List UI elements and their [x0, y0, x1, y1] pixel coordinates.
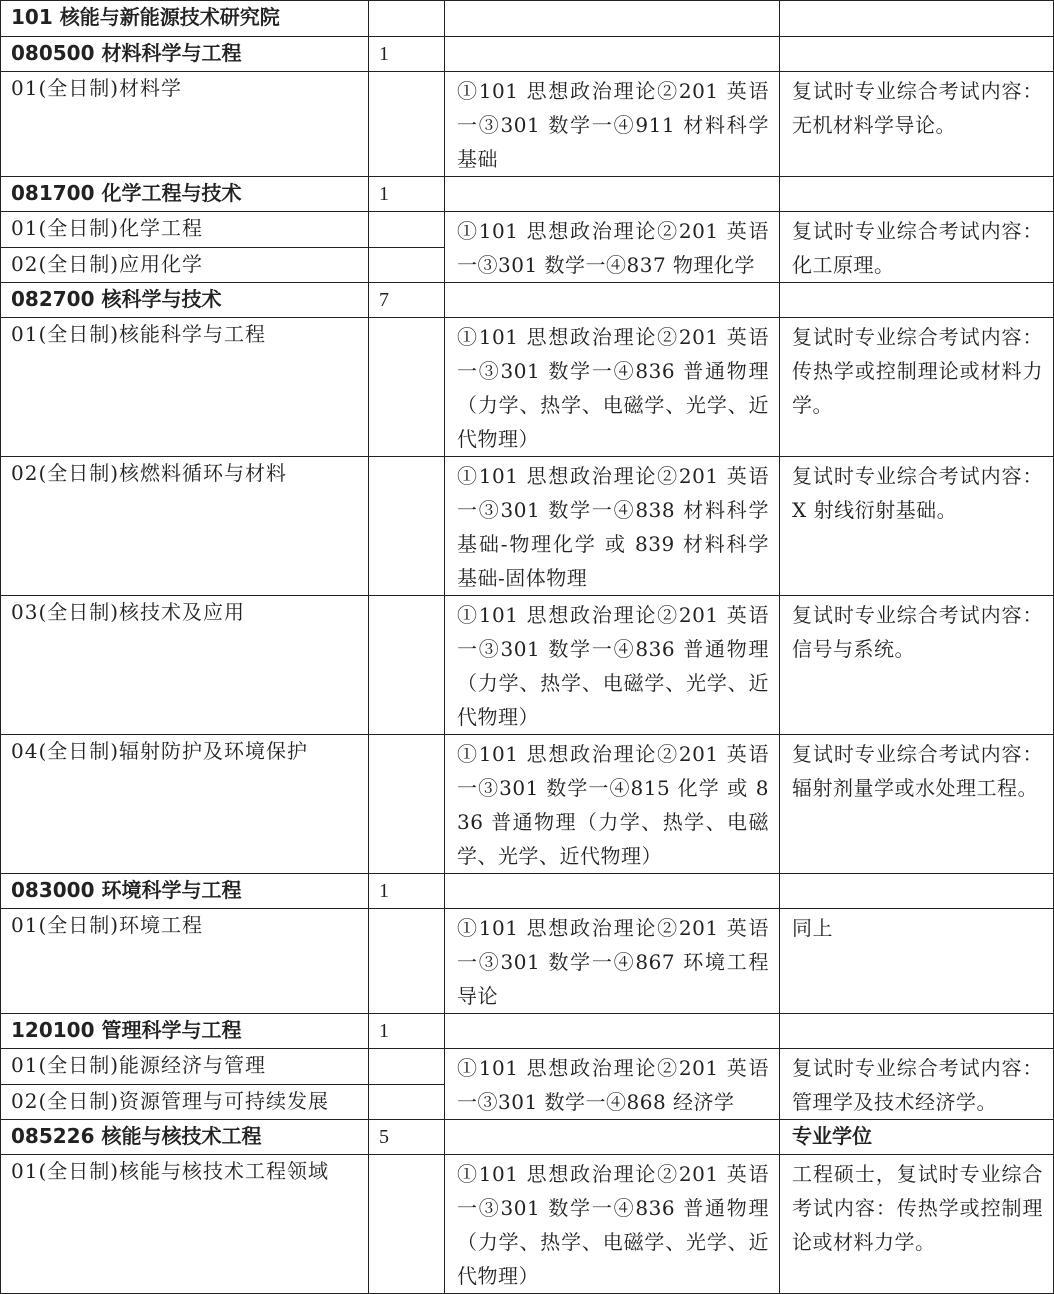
retest-note: 复试时专业综合考试内容：无机材料学导论。	[780, 72, 1054, 177]
retest-note: 复试时专业综合考试内容：化工原理。	[780, 212, 1054, 283]
direction-row	[1, 318, 1054, 457]
major-code-name: 083000 环境科学与工程	[1, 874, 369, 909]
retest-note: 复试时专业综合考试内容：传热学或控制理论或材料力学。	[780, 318, 1054, 457]
degree-type-note: 专业学位	[780, 1120, 1054, 1155]
exam-subjects: ①101 思想政治理论②201 英语一③301 数学一④838 材料科学基础-物理化学 或 839 材料科学基础-固体物理	[445, 457, 780, 596]
retest-note: 复试时专业综合考试内容：信号与系统。	[780, 596, 1054, 735]
exam-subjects: ①101 思想政治理论②201 英语一③301 数学一④867 环境工程导论	[445, 909, 780, 1014]
exam-subjects: ①101 思想政治理论②201 英语一③301 数学一④911 材料科学基础	[445, 72, 780, 177]
retest-note: 复试时专业综合考试内容：辐射剂量学或水处理工程。	[780, 735, 1054, 874]
direction-name: 02(全日制)核燃料循环与材料	[1, 457, 369, 596]
major-quota: 1	[369, 37, 445, 72]
direction-name: 01(全日制)材料学	[1, 72, 369, 177]
major-quota: 1	[369, 874, 445, 909]
major-code-name: 080500 材料科学与工程	[1, 37, 369, 72]
major-row	[1, 283, 1054, 318]
major-code-name: 085226 核能与核技术工程	[1, 1120, 369, 1155]
retest-note: 同上	[780, 909, 1054, 1014]
direction-name: 01(全日制)环境工程	[1, 909, 369, 1014]
exam-subjects: ①101 思想政治理论②201 英语一③301 数学一④836 普通物理（力学、热学、电磁学、光学、近代物理）	[445, 1155, 780, 1294]
major-quota: 1	[369, 177, 445, 212]
direction-row	[1, 596, 1054, 735]
major-row	[1, 177, 1054, 212]
direction-name: 03(全日制)核技术及应用	[1, 596, 369, 735]
major-code-name: 081700 化学工程与技术	[1, 177, 369, 212]
direction-row	[1, 212, 1054, 248]
major-row	[1, 1014, 1054, 1049]
retest-note: 复试时专业综合考试内容：X 射线衍射基础。	[780, 457, 1054, 596]
exam-subjects: ①101 思想政治理论②201 英语一③301 数学一④837 物理化学	[445, 212, 780, 283]
direction-row	[1, 909, 1054, 1014]
direction-name: 04(全日制)辐射防护及环境保护	[1, 735, 369, 874]
major-row	[1, 1120, 1054, 1155]
institute-row	[1, 1, 1054, 37]
exam-subjects: ①101 思想政治理论②201 英语一③301 数学一④836 普通物理（力学、热学、电磁学、光学、近代物理）	[445, 318, 780, 457]
major-row	[1, 874, 1054, 909]
exam-subjects: ①101 思想政治理论②201 英语一③301 数学一④815 化学 或 836 普通物理（力学、热学、电磁学、光学、近代物理）	[445, 735, 780, 874]
direction-name: 02(全日制)应用化学	[1, 248, 369, 283]
retest-note: 复试时专业综合考试内容：管理学及技术经济学。	[780, 1049, 1054, 1120]
exam-subjects: ①101 思想政治理论②201 英语一③301 数学一④836 普通物理（力学、热学、电磁学、光学、近代物理）	[445, 596, 780, 735]
major-code-name: 082700 核科学与技术	[1, 283, 369, 318]
direction-name: 01(全日制)能源经济与管理	[1, 1049, 369, 1085]
major-quota: 1	[369, 1014, 445, 1049]
direction-name: 02(全日制)资源管理与可持续发展	[1, 1085, 369, 1120]
direction-name: 01(全日制)化学工程	[1, 212, 369, 248]
direction-row	[1, 735, 1054, 874]
direction-row	[1, 1155, 1054, 1294]
major-quota: 7	[369, 283, 445, 318]
direction-name: 01(全日制)核能科学与工程	[1, 318, 369, 457]
exam-subjects: ①101 思想政治理论②201 英语一③301 数学一④868 经济学	[445, 1049, 780, 1120]
retest-note: 工程硕士，复试时专业综合考试内容：传热学或控制理论或材料力学。	[780, 1155, 1054, 1294]
major-code-name: 120100 管理科学与工程	[1, 1014, 369, 1049]
direction-row	[1, 1049, 1054, 1085]
institute-title: 101 核能与新能源技术研究院	[1, 1, 369, 37]
direction-name: 01(全日制)核能与核技术工程领域	[1, 1155, 369, 1294]
major-row	[1, 37, 1054, 72]
direction-row	[1, 72, 1054, 177]
direction-row	[1, 457, 1054, 596]
major-quota: 5	[369, 1120, 445, 1155]
